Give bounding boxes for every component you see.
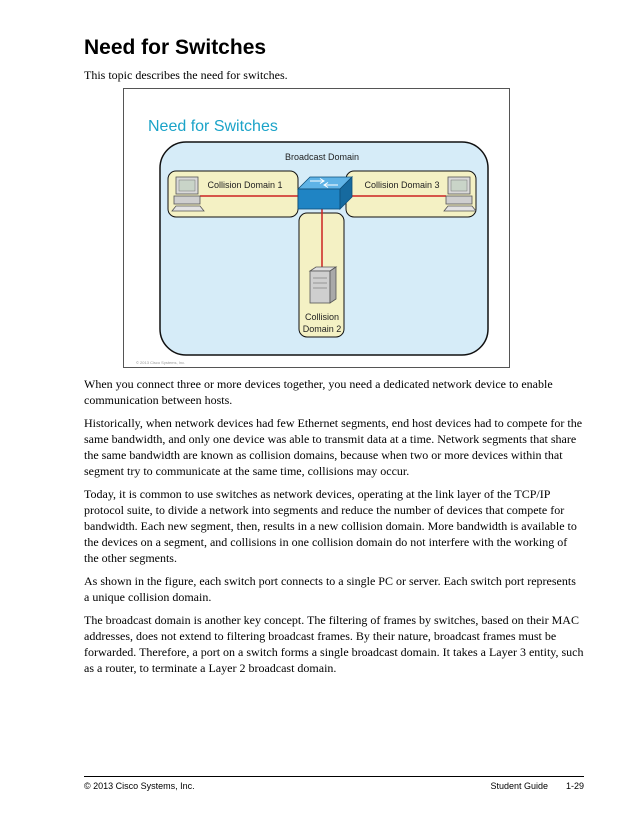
collision-domain-2-label-line1: Collision xyxy=(304,312,340,322)
footer-right xyxy=(490,781,584,791)
server-icon xyxy=(310,267,336,303)
paragraph: Today, it is common to use switches as network devices, operating at the link layer of the TCP/IP protocol suite, to divide a network into segments and reduce the number of devices that compete for bandwidth. Each new segment, then, results in a new collision domain. More bandwidth is available to the devices on a segment, and collisions in one collision domain do not interfere with the working of the other segments. xyxy=(84,487,577,565)
page-number: 1-29 xyxy=(565,781,584,791)
figure-copyright: © 2013 Cisco Systems, Inc. xyxy=(136,360,186,365)
paragraph: Historically, when network devices had few Ethernet segments, end host devices had to compete for the same bandwidth, and only one device was able to transmit data at a time. Network segments that share the same bandwidth are known as collision domains, because when two or more devices within that segment try to communicate at the same time, collisions may occur. xyxy=(84,416,583,478)
collision-domain-3-label: Collision Domain 3 xyxy=(364,180,440,190)
footer-divider xyxy=(84,776,584,777)
collision-domain-1-label: Collision Domain 1 xyxy=(207,180,283,190)
switch-icon xyxy=(298,177,352,209)
paragraph: As shown in the figure, each switch port connects to a single PC or server. Each switch port represents a unique collision domain. xyxy=(84,574,576,604)
intro-text: This topic describes the need for switches. xyxy=(84,68,288,82)
figure-title: Need for Switches xyxy=(148,118,278,135)
collision-domain-2-label-line2: Domain 2 xyxy=(302,324,342,334)
footer-copyright: © 2013 Cisco Systems, Inc. xyxy=(84,781,195,791)
figure xyxy=(123,88,510,368)
paragraph: The broadcast domain is another key concept. The filtering of frames by switches, based on their MAC addresses, does not extend to filtering broadcast frames. By their nature, broadcast frames must be forwarded. Therefore, a port on a switch forms a single broadcast domain. It takes a Layer 3 entity, such as a router, to terminate a Layer 2 broadcast domain. xyxy=(84,613,584,675)
broadcast-domain-label: Broadcast Domain xyxy=(284,152,360,162)
page-title: Need for Switches xyxy=(84,36,267,59)
network-diagram xyxy=(124,89,511,369)
body-text xyxy=(84,376,584,683)
paragraph: When you connect three or more devices together, you need a dedicated network device to enable communication between hosts. xyxy=(84,377,553,407)
footer-guide: Student Guide xyxy=(490,781,548,791)
